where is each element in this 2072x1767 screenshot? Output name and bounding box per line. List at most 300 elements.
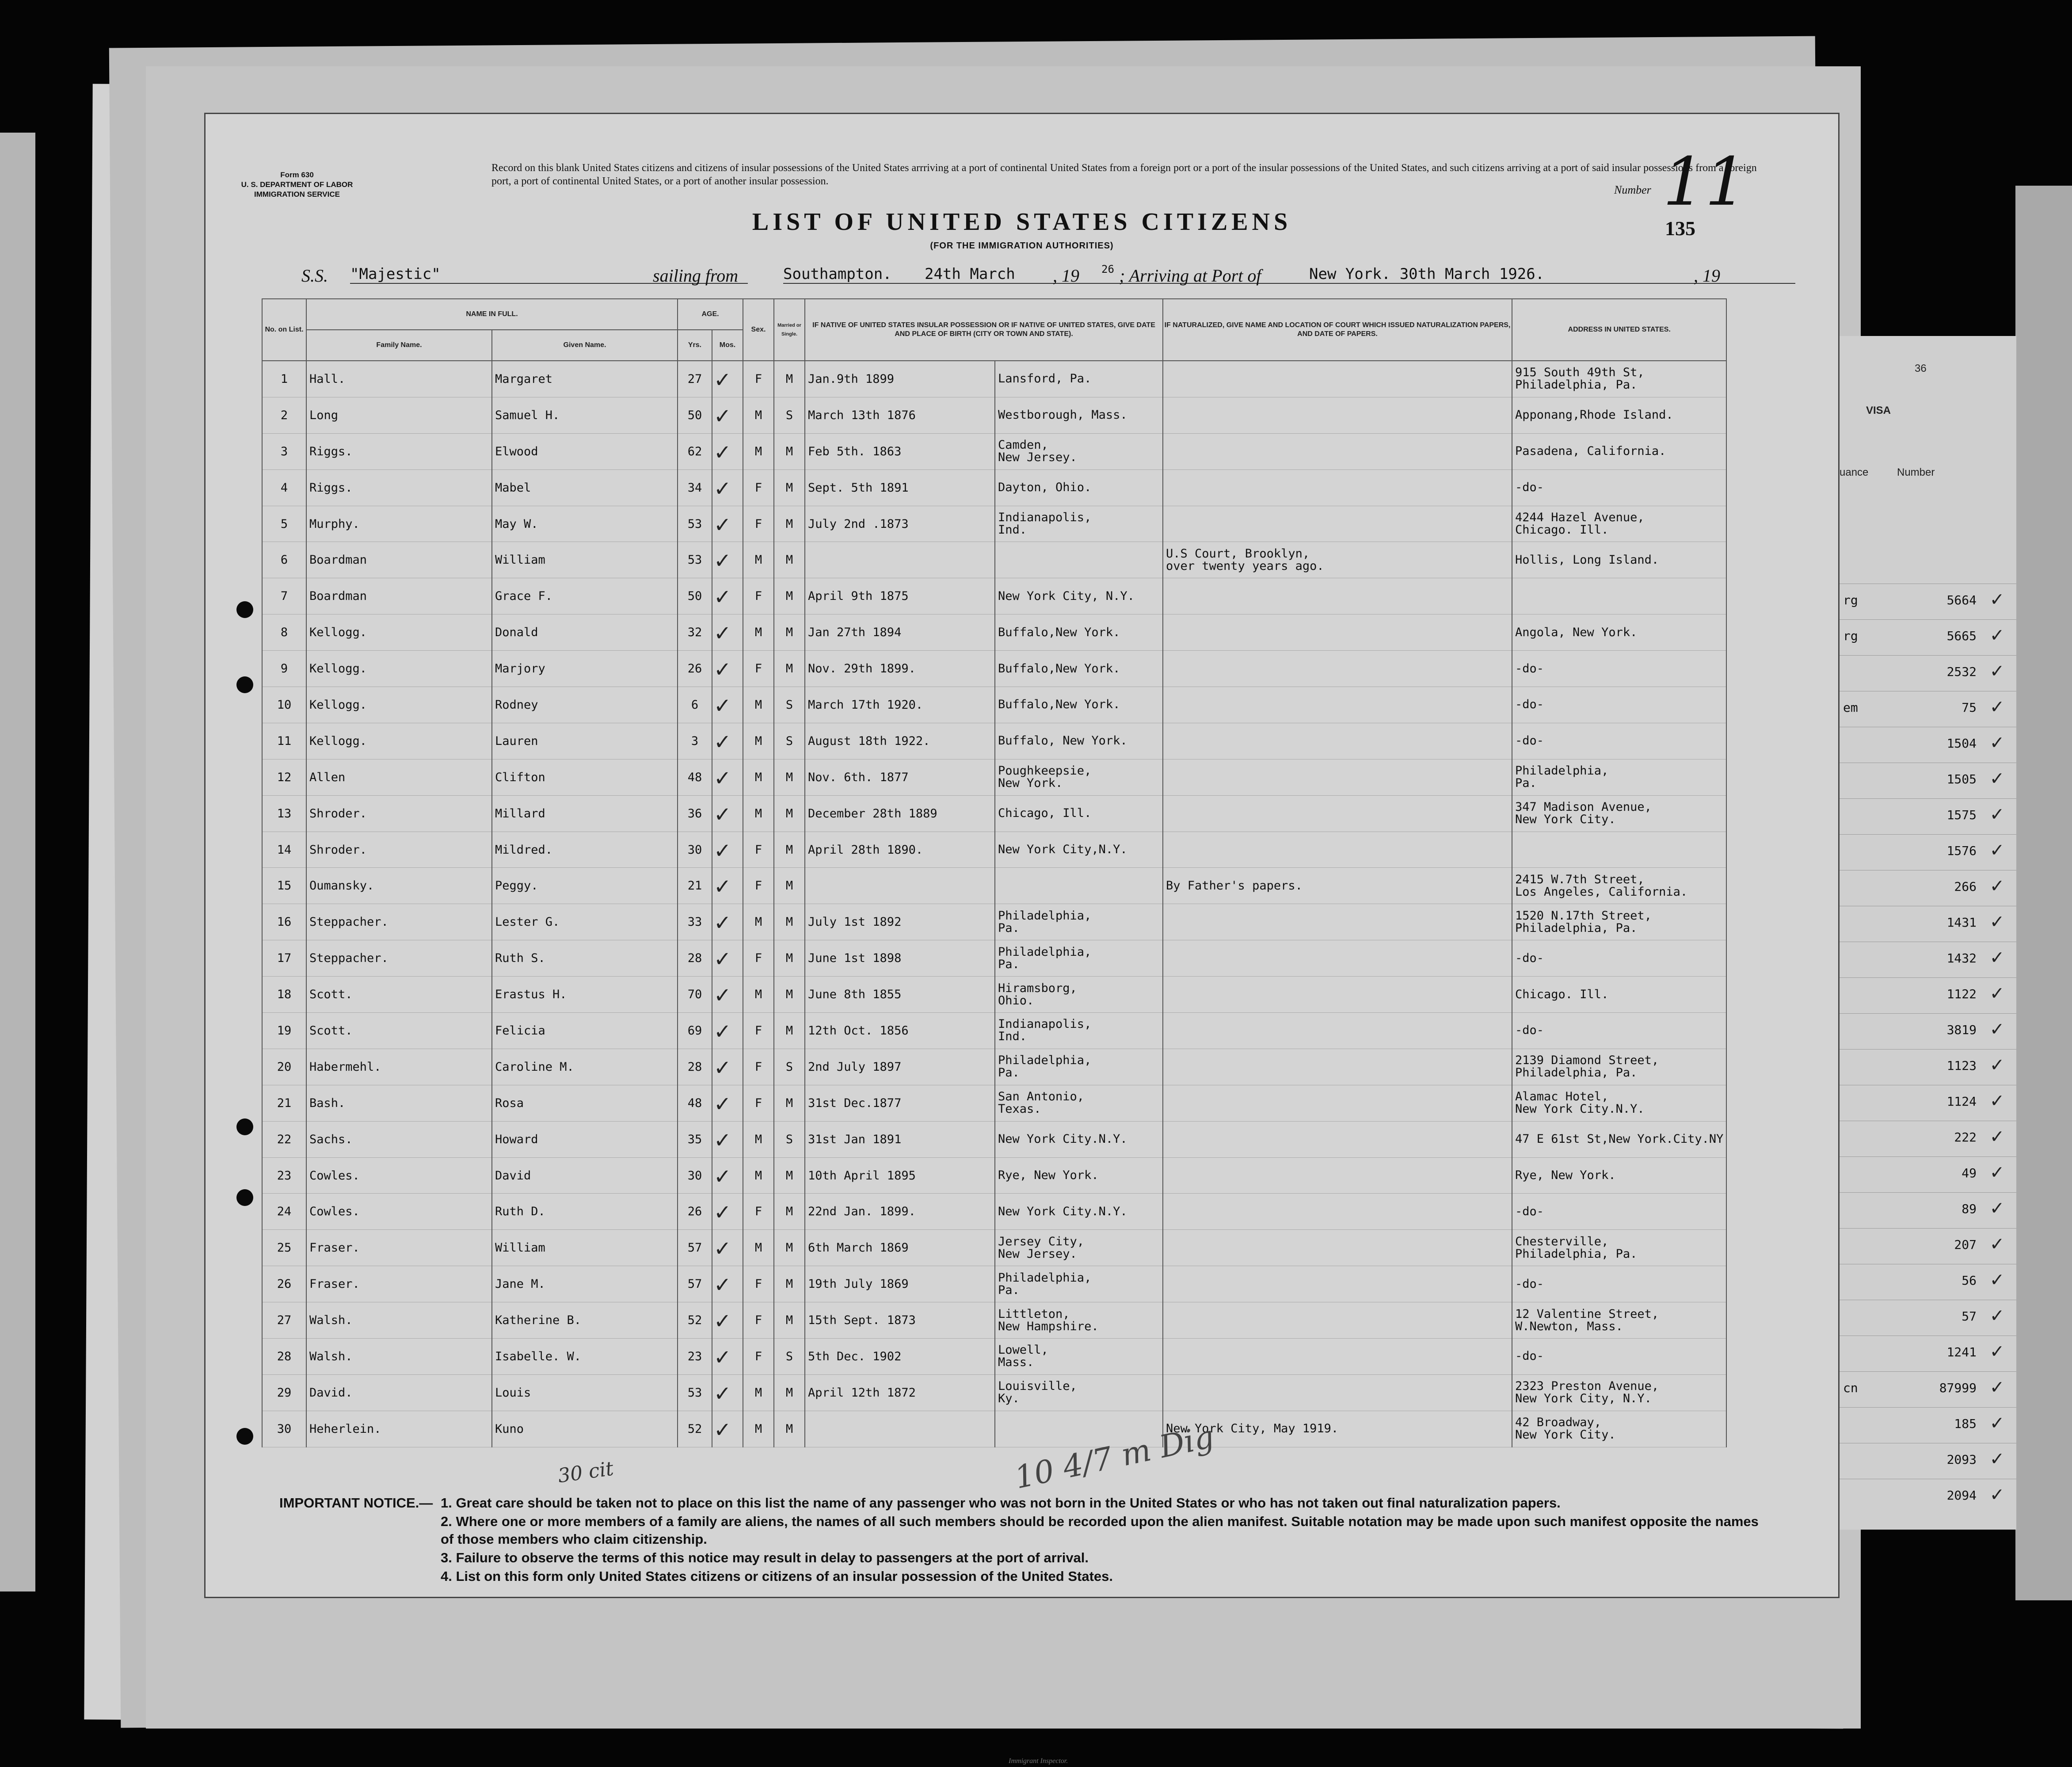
- naturalization: [1163, 651, 1512, 687]
- age-years-text: 52: [687, 1422, 702, 1436]
- address-line-1: Philadelphia,: [1515, 764, 1609, 778]
- given-name: [492, 977, 678, 1013]
- family-name-text: Kellogg.: [309, 626, 367, 640]
- table-row: [262, 868, 1726, 904]
- given-name: [492, 687, 678, 723]
- address: [1512, 1374, 1726, 1411]
- birth-date-text: March 13th 1876: [808, 408, 916, 422]
- birth-date: [805, 542, 995, 578]
- check-mark-icon: ✓: [1991, 981, 2003, 1004]
- check-mark-icon: ✓: [1991, 730, 2003, 754]
- address: [1512, 940, 1726, 977]
- given-name: [492, 1374, 678, 1411]
- birth-place: [995, 1230, 1163, 1266]
- marital-status-text: M: [785, 1277, 793, 1291]
- family-name: [306, 1339, 492, 1375]
- address-line-1: 42 Broadway,: [1515, 1416, 1602, 1430]
- address: [1512, 469, 1726, 506]
- naturalization: [1163, 614, 1512, 651]
- birth-place-line-1: Philadelphia,: [998, 908, 1092, 923]
- marital-status-text: M: [785, 662, 793, 676]
- birth-date-text: 31st Dec.1877: [808, 1096, 902, 1110]
- given-name-text: Ruth S.: [495, 951, 545, 966]
- birth-date-text: Jan.9th 1899: [808, 372, 895, 386]
- naturalization: [1163, 1085, 1512, 1121]
- naturalization: [1163, 1339, 1512, 1375]
- birth-date-text: 15th Sept. 1873: [808, 1313, 916, 1328]
- address-line-1: 2415 W.7th Street,: [1515, 872, 1645, 886]
- visa-row: [1840, 691, 2016, 728]
- birth-date: [805, 361, 995, 397]
- birth-place: [995, 397, 1163, 433]
- visa-row: [1840, 870, 2016, 907]
- age-months: [712, 1302, 743, 1339]
- naturalization: [1163, 578, 1512, 614]
- sex: [743, 433, 774, 469]
- given-name-text: Mabel: [495, 481, 531, 495]
- sex: [743, 361, 774, 397]
- age-years-text: 53: [687, 1385, 702, 1400]
- marital-status-text: M: [785, 843, 793, 857]
- address-line-1: 2323 Preston Avenue,: [1515, 1379, 1659, 1393]
- birth-date: [805, 1013, 995, 1049]
- age-months: [712, 1339, 743, 1375]
- sex: [743, 868, 774, 904]
- col-name-in-full: NAME IN FULL.: [306, 299, 678, 330]
- form-number: Form 630: [280, 171, 314, 179]
- birth-place-line-1: Philadelphia,: [998, 1053, 1092, 1068]
- given-name: [492, 1230, 678, 1266]
- marital-status-text: M: [785, 1205, 793, 1219]
- address: [1512, 759, 1726, 795]
- family-name: [306, 1194, 492, 1230]
- age-years: [678, 687, 712, 723]
- given-name-text: Mildred.: [495, 843, 553, 857]
- given-name: [492, 868, 678, 904]
- col-sex: Sex.: [743, 299, 774, 361]
- table-row: [262, 940, 1726, 977]
- sex-text: F: [754, 1349, 762, 1363]
- family-name: [306, 795, 492, 832]
- sex-text: F: [754, 1205, 762, 1219]
- address-line-2: Philadelphia, Pa.: [1515, 1066, 1638, 1080]
- age-years: [678, 832, 712, 868]
- department-name: U. S. DEPARTMENT OF LABOR: [241, 180, 353, 189]
- handwritten-note: 10 4/7 m Dig: [1011, 1418, 1217, 1496]
- check-mark-icon: ✓: [715, 655, 730, 683]
- check-mark-icon: ✓: [1991, 622, 2003, 646]
- check-mark-icon: ✓: [1991, 873, 2003, 897]
- sex-text: M: [754, 698, 762, 712]
- naturalization-line-1: New York City, May 1919.: [1166, 1422, 1339, 1436]
- naturalization: [1163, 1121, 1512, 1157]
- marital-status: [774, 1411, 805, 1447]
- given-name: [492, 904, 678, 940]
- birth-date: [805, 1374, 995, 1411]
- family-name-text: Steppacher.: [309, 915, 388, 929]
- row-number-text: 24: [277, 1205, 292, 1219]
- row-number-text: 27: [277, 1313, 292, 1328]
- address: [1512, 361, 1726, 397]
- birth-place: [995, 759, 1163, 795]
- marital-status: [774, 361, 805, 397]
- visa-row: [1840, 584, 2016, 620]
- age-years-text: 48: [687, 770, 702, 784]
- birth-place-line-1: New York City,N.Y.: [998, 843, 1127, 857]
- address-line-1: Angola, New York.: [1515, 625, 1638, 639]
- row-number-text: 21: [277, 1096, 292, 1110]
- birth-date: [805, 1121, 995, 1157]
- visa-number: 1504: [1946, 736, 1977, 751]
- family-name-text: Hall.: [309, 372, 346, 386]
- check-mark-icon: ✓: [715, 763, 730, 791]
- table-row: [262, 361, 1726, 397]
- age-years: [678, 469, 712, 506]
- given-name: [492, 940, 678, 977]
- row-number: [262, 1230, 306, 1266]
- given-name-text: Louis: [495, 1385, 531, 1400]
- sex-text: F: [754, 662, 762, 676]
- visa-number: 2093: [1946, 1452, 1977, 1467]
- row-number: [262, 687, 306, 723]
- sex: [743, 578, 774, 614]
- check-mark-icon: ✓: [715, 510, 730, 538]
- address: [1512, 1230, 1726, 1266]
- age-years-text: 48: [687, 1096, 702, 1110]
- age-years-text: 34: [687, 481, 702, 495]
- punch-hole: [236, 676, 253, 693]
- sex-text: M: [754, 806, 762, 821]
- birth-place-line-1: San Antonio,: [998, 1090, 1085, 1104]
- table-row: [262, 433, 1726, 469]
- age-years: [678, 1339, 712, 1375]
- birth-place-line-1: New York City.N.Y.: [998, 1204, 1127, 1218]
- sex-text: F: [754, 1060, 762, 1074]
- visa-number: 75: [1962, 700, 1977, 715]
- family-name-text: David.: [309, 1385, 353, 1400]
- birth-date-text: 19th July 1869: [808, 1277, 909, 1291]
- visa-row: [1840, 1443, 2016, 1480]
- check-mark-icon: ✓: [1991, 1267, 2003, 1291]
- check-mark-icon: ✓: [1991, 1016, 2003, 1040]
- given-name-text: Kuno: [495, 1422, 524, 1436]
- naturalization: [1163, 868, 1512, 904]
- birth-date-text: June 1st 1898: [808, 951, 902, 966]
- marital-status: [774, 1121, 805, 1157]
- row-number: [262, 1266, 306, 1302]
- number-label: Number: [1897, 466, 1935, 478]
- birth-date: [805, 904, 995, 940]
- col-naturalized: IF NATURALIZED, GIVE NAME AND LOCATION OF COURT WHICH ISSUED NATURALIZATION PAPERS, AND DATE OF PAPERS.: [1163, 299, 1512, 361]
- birth-date-text: July 1st 1892: [808, 915, 902, 929]
- naturalization: [1163, 795, 1512, 832]
- sex-text: M: [754, 626, 762, 640]
- given-name-text: William: [495, 1241, 545, 1255]
- row-number: [262, 397, 306, 433]
- birth-date: [805, 614, 995, 651]
- birth-date: [805, 506, 995, 542]
- naturalization: [1163, 1411, 1512, 1447]
- visa-row: [1840, 942, 2016, 978]
- marital-status-text: M: [785, 1096, 793, 1110]
- check-mark-icon: ✓: [1991, 1160, 2003, 1183]
- marital-status-text: M: [785, 915, 793, 929]
- row-number-text: 12: [277, 770, 292, 784]
- ship-name: "Majestic": [350, 265, 748, 284]
- visa-number: 1241: [1946, 1345, 1977, 1359]
- marital-status: [774, 542, 805, 578]
- visa-number: 1431: [1946, 915, 1977, 930]
- visa-row: [1840, 763, 2016, 799]
- row-number: [262, 759, 306, 795]
- birth-place-line-1: Hiramsborg,: [998, 981, 1077, 995]
- family-name: [306, 1049, 492, 1085]
- birth-date: [805, 1411, 995, 1447]
- age-years: [678, 1374, 712, 1411]
- birth-date: [805, 1085, 995, 1121]
- birth-place-line-2: Mass.: [998, 1355, 1034, 1370]
- given-name: [492, 723, 678, 759]
- birth-date-text: 12th Oct. 1856: [808, 1023, 909, 1038]
- visa-row: [1840, 1300, 2016, 1336]
- notice-label: IMPORTANT NOTICE.—: [279, 1495, 433, 1511]
- family-name-text: Kellogg.: [309, 734, 367, 748]
- age-months: [712, 940, 743, 977]
- marital-status: [774, 1194, 805, 1230]
- family-name: [306, 940, 492, 977]
- row-number: [262, 1194, 306, 1230]
- sex-text: F: [754, 517, 762, 531]
- row-number: [262, 614, 306, 651]
- visa-number: 87999: [1939, 1381, 1977, 1395]
- row-number: [262, 1157, 306, 1194]
- birth-place: [995, 433, 1163, 469]
- citizens-manifest-sheet: [204, 113, 1840, 1765]
- check-mark-icon: ✓: [1991, 1482, 2003, 1506]
- sex-text: F: [754, 1313, 762, 1328]
- given-name: [492, 832, 678, 868]
- age-years-text: 30: [687, 1168, 702, 1183]
- address-line-2: Los Angeles, California.: [1515, 885, 1688, 899]
- birth-place: [995, 1013, 1163, 1049]
- handwritten-count: 30 cit: [556, 1457, 615, 1488]
- birth-date-text: 31st Jan 1891: [808, 1132, 902, 1146]
- visa-number: 1575: [1946, 808, 1977, 822]
- table-row: [262, 397, 1726, 433]
- address-line-2: Philadelphia, Pa.: [1515, 921, 1638, 935]
- table-row: [262, 506, 1726, 542]
- marital-status: [774, 614, 805, 651]
- sex: [743, 1121, 774, 1157]
- naturalization: [1163, 1230, 1512, 1266]
- visa-issuance: cn: [1843, 1381, 1858, 1395]
- birth-date-text: July 2nd .1873: [808, 517, 909, 531]
- row-number-text: 9: [280, 662, 288, 676]
- row-number-text: 25: [277, 1241, 292, 1255]
- age-years: [678, 1230, 712, 1266]
- address: [1512, 614, 1726, 651]
- family-name-text: Kellogg.: [309, 698, 367, 712]
- naturalization: [1163, 904, 1512, 940]
- age-years: [678, 1157, 712, 1194]
- age-years-text: 36: [687, 806, 702, 821]
- birth-place: [995, 687, 1163, 723]
- naturalization: [1163, 1013, 1512, 1049]
- address-line-2: New York City.: [1515, 813, 1616, 827]
- address-line-1: 4244 Hazel Avenue,: [1515, 511, 1645, 524]
- birth-place: [995, 578, 1163, 614]
- marital-status-text: M: [785, 770, 793, 784]
- birth-place-line-1: Littleton,: [998, 1307, 1070, 1321]
- punch-hole: [236, 601, 253, 618]
- family-name-text: Cowles.: [309, 1205, 360, 1219]
- birth-place: [995, 651, 1163, 687]
- visa-row: [1840, 834, 2016, 871]
- given-name-text: Ruth D.: [495, 1205, 545, 1219]
- age-months: [712, 1049, 743, 1085]
- marital-status-text: M: [785, 879, 793, 893]
- col-age: AGE.: [678, 299, 743, 330]
- departure-date: 24th March: [925, 265, 1015, 283]
- sex-text: F: [754, 589, 762, 603]
- check-mark-icon: ✓: [715, 618, 730, 647]
- age-months: [712, 1374, 743, 1411]
- birth-date-text: 22nd Jan. 1899.: [808, 1205, 916, 1219]
- sex: [743, 1266, 774, 1302]
- age-months: [712, 977, 743, 1013]
- family-name-text: Bash.: [309, 1096, 346, 1110]
- check-mark-icon: ✓: [715, 1270, 730, 1298]
- row-number-text: 15: [277, 879, 292, 893]
- row-number: [262, 1121, 306, 1157]
- age-years-text: 57: [687, 1241, 702, 1255]
- family-name-text: Walsh.: [309, 1313, 353, 1328]
- address-line-2: W.Newton, Mass.: [1515, 1319, 1623, 1333]
- row-number-text: 20: [277, 1060, 292, 1074]
- visa-number: 57: [1962, 1309, 1977, 1324]
- given-name: [492, 1194, 678, 1230]
- marital-status-text: M: [785, 444, 793, 458]
- naturalization: [1163, 361, 1512, 397]
- given-name: [492, 1085, 678, 1121]
- row-number: [262, 723, 306, 759]
- row-number-text: 6: [280, 553, 288, 567]
- page-number: 135: [1665, 217, 1695, 240]
- visa-row: [1840, 1192, 2016, 1229]
- given-name: [492, 469, 678, 506]
- age-years-text: 57: [687, 1277, 702, 1291]
- check-mark-icon: ✓: [715, 437, 730, 466]
- table-row: [262, 542, 1726, 578]
- age-months: [712, 904, 743, 940]
- visa-issuance: rg: [1843, 593, 1858, 607]
- birth-place-line-2: Pa.: [998, 957, 1020, 971]
- visa-label: VISA: [1866, 405, 1891, 416]
- given-name-text: David: [495, 1168, 531, 1183]
- marital-status: [774, 1013, 805, 1049]
- birth-date-text: Sept. 5th 1891: [808, 481, 909, 495]
- check-mark-icon: ✓: [1991, 1410, 2003, 1434]
- row-number: [262, 868, 306, 904]
- address: [1512, 1121, 1726, 1157]
- table-row: [262, 1339, 1726, 1375]
- check-mark-icon: ✓: [1991, 1339, 2003, 1362]
- address-line-1: -do-: [1515, 1204, 1544, 1218]
- sex-text: M: [754, 1385, 762, 1400]
- family-name-text: Long: [309, 408, 339, 422]
- age-years: [678, 723, 712, 759]
- age-years-text: 53: [687, 553, 702, 567]
- age-years: [678, 1121, 712, 1157]
- marital-status: [774, 1085, 805, 1121]
- address: [1512, 832, 1726, 868]
- visa-number: 56: [1962, 1273, 1977, 1288]
- age-years-text: 21: [687, 879, 702, 893]
- family-name: [306, 506, 492, 542]
- check-mark-icon: ✓: [1991, 766, 2003, 790]
- sex: [743, 759, 774, 795]
- family-name-text: Walsh.: [309, 1349, 353, 1363]
- birth-date-text: Nov. 29th 1899.: [808, 662, 916, 676]
- address: [1512, 868, 1726, 904]
- visa-number: 3819: [1946, 1023, 1977, 1037]
- naturalization: [1163, 759, 1512, 795]
- family-name-text: Habermehl.: [309, 1060, 381, 1074]
- row-number: [262, 904, 306, 940]
- address-line-1: Apponang,Rhode Island.: [1515, 408, 1673, 422]
- ss-label: S.S.: [301, 266, 328, 286]
- given-name: [492, 651, 678, 687]
- birth-date-text: Nov. 6th. 1877: [808, 770, 909, 784]
- visa-number: 89: [1962, 1202, 1977, 1216]
- address-line-2: New York City.: [1515, 1428, 1616, 1442]
- row-number-text: 10: [277, 698, 292, 712]
- age-months: [712, 614, 743, 651]
- family-name: [306, 397, 492, 433]
- page-title: LIST OF UNITED STATES CITIZENS: [752, 208, 1292, 236]
- visa-row: [1840, 977, 2016, 1014]
- given-name: [492, 1339, 678, 1375]
- given-name-text: Lauren: [495, 734, 538, 748]
- age-years: [678, 1194, 712, 1230]
- age-months: [712, 723, 743, 759]
- table-row: [262, 1085, 1726, 1121]
- birth-place-line-2: New Hampshire.: [998, 1319, 1099, 1333]
- check-mark-icon: ✓: [715, 1089, 730, 1117]
- visa-number: 207: [1954, 1237, 1977, 1252]
- family-name-text: Steppacher.: [309, 951, 388, 966]
- check-mark-icon: ✓: [715, 1198, 730, 1226]
- visa-row: [1840, 1085, 2016, 1122]
- birth-date: [805, 1302, 995, 1339]
- address-line-1: Rye, New York.: [1515, 1168, 1616, 1183]
- naturalization-line-2: over twenty years ago.: [1166, 559, 1324, 573]
- birth-place-line-2: Ind.: [998, 523, 1027, 537]
- col-given-name: Given Name.: [492, 330, 678, 361]
- address: [1512, 1302, 1726, 1339]
- row-number-text: 14: [277, 843, 292, 857]
- age-years: [678, 1049, 712, 1085]
- address: [1512, 1194, 1726, 1230]
- marital-status: [774, 1049, 805, 1085]
- birth-place-line-1: Lansford, Pa.: [998, 372, 1092, 386]
- check-mark-icon: ✓: [1991, 1124, 2003, 1148]
- sex-text: F: [754, 879, 762, 893]
- family-name: [306, 1230, 492, 1266]
- given-name-text: Samuel H.: [495, 408, 560, 422]
- age-months: [712, 506, 743, 542]
- row-number-text: 26: [277, 1277, 292, 1291]
